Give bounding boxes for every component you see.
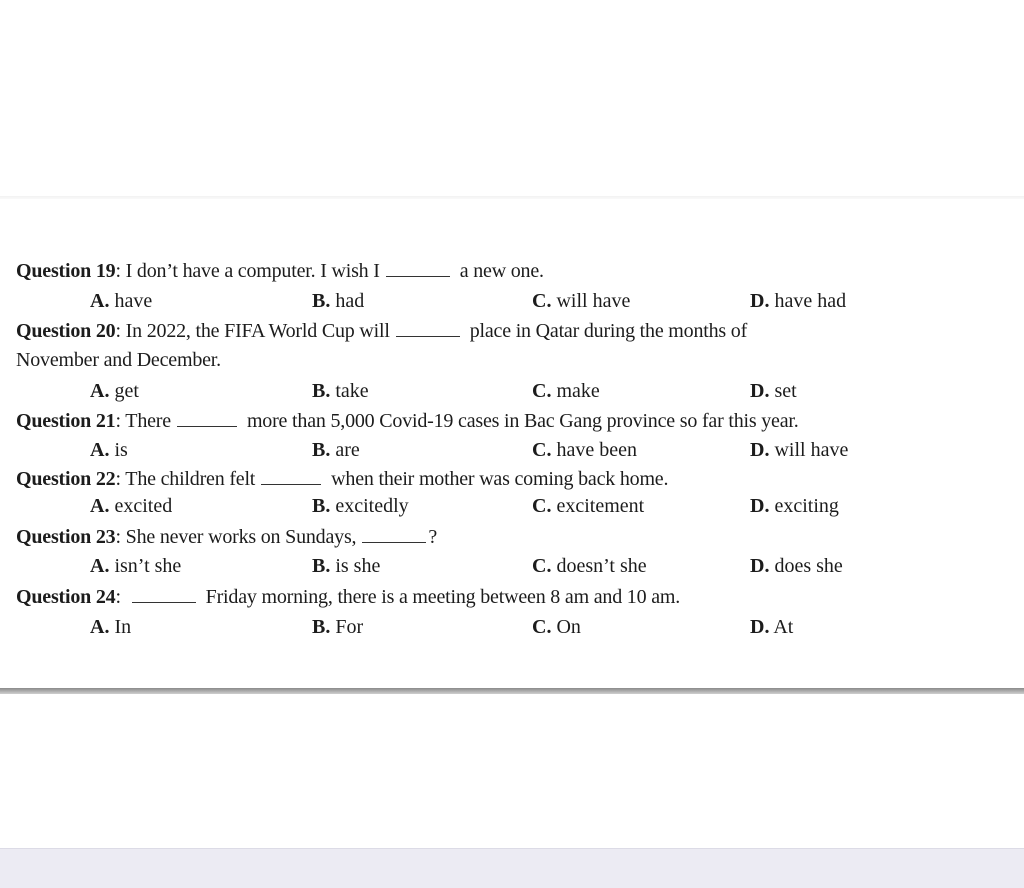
option-d: D. will have	[750, 439, 849, 461]
option-a: A. excited	[90, 495, 173, 517]
bottom-strip	[0, 848, 1024, 888]
option-c: C. make	[532, 380, 600, 402]
option-c: C. On	[532, 616, 581, 638]
answer-blank	[132, 586, 196, 603]
question-text: ?	[428, 526, 438, 548]
option-a: A. is	[90, 439, 128, 461]
question-number: Question 20	[16, 320, 116, 342]
question-number: Question 21	[16, 410, 116, 432]
question-19-stem: Question 19: I don’t have a computer. I wish I a new one.	[16, 260, 544, 282]
question-text: The children felt	[125, 468, 256, 490]
question-text: place in Qatar during the months of	[469, 320, 748, 342]
question-20-continuation: November and December.	[16, 349, 221, 371]
question-20-stem: Question 20: In 2022, the FIFA World Cup will place in Qatar during the months of	[16, 320, 748, 342]
question-text: She never works on Sundays,	[125, 526, 357, 548]
question-text: a new one.	[459, 260, 544, 282]
question-text: Friday morning, there is a meeting between 8 am and 10 am.	[205, 586, 681, 608]
option-b: B. had	[312, 290, 365, 312]
option-d: D. set	[750, 380, 797, 402]
option-b: B. is she	[312, 555, 381, 577]
option-a: A. have	[90, 290, 153, 312]
bottom-blank-area	[0, 694, 1024, 848]
option-b: B. excitedly	[312, 495, 409, 517]
option-c: C. have been	[532, 439, 637, 461]
question-21-stem: Question 21: There more than 5,000 Covid-19 cases in Bac Gang province so far this year.	[16, 410, 799, 432]
question-23-stem: Question 23: She never works on Sundays, ?	[16, 526, 438, 548]
answer-blank	[362, 526, 426, 543]
option-b: B. take	[312, 380, 369, 402]
answer-blank	[396, 320, 460, 337]
option-b: B. are	[312, 439, 360, 461]
top-blank-area	[0, 0, 1024, 196]
answer-blank	[177, 410, 237, 427]
option-a: A. In	[90, 616, 132, 638]
answer-blank	[261, 468, 321, 485]
option-d: D. have had	[750, 290, 847, 312]
option-a: A. get	[90, 380, 139, 402]
option-c: C. excitement	[532, 495, 645, 517]
option-d: D. exciting	[750, 495, 839, 517]
question-24-stem: Question 24: Friday morning, there is a meeting between 8 am and 10 am.	[16, 586, 681, 608]
option-c: C. doesn’t she	[532, 555, 647, 577]
option-a: A. isn’t she	[90, 555, 182, 577]
question-22-stem: Question 22: The children felt when their mother was coming back home.	[16, 468, 669, 490]
question-text: There	[125, 410, 171, 432]
question-text: when their mother was coming back home.	[331, 468, 669, 490]
question-number: Question 24	[16, 586, 116, 608]
question-text: I don’t have a computer. I wish I	[125, 260, 380, 282]
question-number: Question 19	[16, 260, 116, 282]
question-number: Question 23	[16, 526, 116, 548]
option-b: B. For	[312, 616, 364, 638]
option-d: D. does she	[750, 555, 843, 577]
answer-blank	[386, 260, 450, 277]
worksheet	[0, 199, 1024, 688]
option-d: D. At	[750, 616, 794, 638]
question-text: In 2022, the FIFA World Cup will	[125, 320, 390, 342]
question-text: more than 5,000 Covid-19 cases in Bac Gang province so far this year.	[246, 410, 799, 432]
question-number: Question 22	[16, 468, 116, 490]
option-c: C. will have	[532, 290, 631, 312]
